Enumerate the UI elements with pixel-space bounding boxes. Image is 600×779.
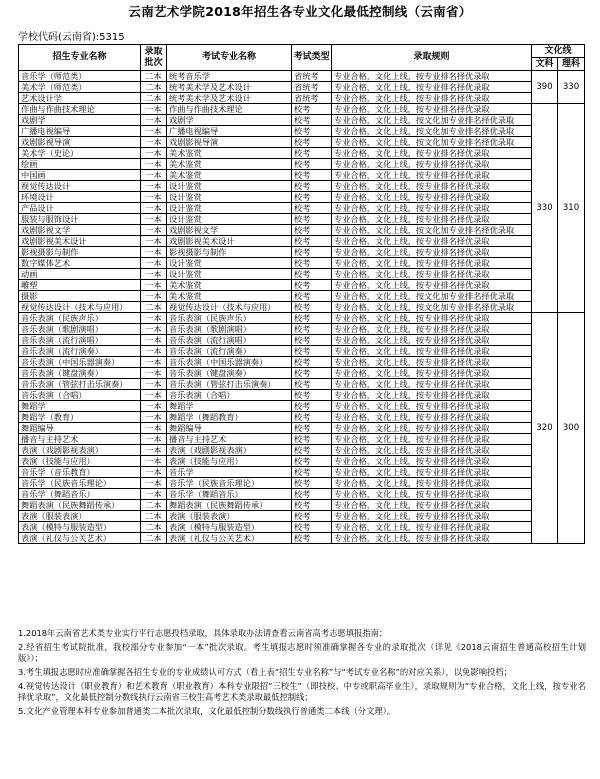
table-row	[19, 126, 585, 137]
exam-type-cell: 校考	[292, 115, 332, 126]
rule-cell: 专业合格，文化上线，按专业排名择优录取	[332, 467, 532, 478]
rule-cell: 专业合格，文化上线，按文化加专业排名择优录取	[332, 137, 532, 148]
exam-major-cell: 音乐表演（流行演唱）	[167, 335, 292, 346]
batch-cell: 一本	[141, 258, 167, 269]
table-row	[19, 159, 585, 170]
table-row	[19, 401, 585, 412]
exam-major-cell: 音乐表演（中国乐器演奏）	[167, 357, 292, 368]
exam-major-cell: 音乐表演（合唱）	[167, 390, 292, 401]
batch-cell: 一本	[141, 379, 167, 390]
header-cutoff: 文化线	[532, 45, 585, 58]
exam-type-cell: 校考	[292, 390, 332, 401]
exam-type-cell: 校考	[292, 456, 332, 467]
major-cell: 音乐学（师范类）	[19, 71, 141, 82]
table-row	[19, 511, 585, 522]
batch-cell: 一本	[141, 368, 167, 379]
exam-type-cell: 校考	[292, 280, 332, 291]
batch-cell: 一本	[141, 390, 167, 401]
batch-cell: 一本	[141, 192, 167, 203]
batch-cell: 一本	[141, 423, 167, 434]
exam-type-cell: 校考	[292, 258, 332, 269]
exam-major-cell: 统考美术学及艺术设计	[167, 93, 292, 104]
exam-major-cell: 美术鉴赏	[167, 291, 292, 302]
major-cell: 戏剧学	[19, 115, 141, 126]
major-cell: 戏剧影视导演	[19, 137, 141, 148]
rule-cell: 专业合格，文化上线，按专业排名择优录取	[332, 379, 532, 390]
exam-major-cell: 广播电视编导	[167, 126, 292, 137]
exam-major-cell: 表演（戏剧影视表演）	[167, 445, 292, 456]
exam-major-cell: 音乐表演（民族声乐）	[167, 313, 292, 324]
rule-cell: 专业合格，文化上线，按专业排名择优录取	[332, 192, 532, 203]
batch-cell: 一本	[141, 357, 167, 368]
major-cell: 美术学（史论）	[19, 148, 141, 159]
major-cell: 舞蹈表演（民族舞蹈传承）	[19, 500, 141, 511]
exam-major-cell: 统考美术学及艺术设计	[167, 82, 292, 93]
major-cell: 视觉传达设计（技术与应用）	[19, 302, 141, 313]
exam-type-cell: 校考	[292, 478, 332, 489]
batch-cell: 一本	[141, 126, 167, 137]
exam-type-cell: 校考	[292, 412, 332, 423]
rule-cell: 专业合格，文化上线，按专业排名择优录取	[332, 170, 532, 181]
major-cell: 舞蹈学	[19, 401, 141, 412]
table-row	[19, 192, 585, 203]
page-title: 云南艺术学院2018年招生各专业文化最低控制线（云南省）	[128, 4, 472, 19]
table-row	[19, 181, 585, 192]
exam-type-cell: 校考	[292, 203, 332, 214]
exam-type-cell: 校考	[292, 236, 332, 247]
table-row	[19, 115, 585, 126]
table-row	[19, 500, 585, 511]
exam-type-cell: 校考	[292, 137, 332, 148]
exam-major-cell: 表演（礼仪与公关艺术）	[167, 533, 292, 544]
exam-major-cell: 设计鉴赏	[167, 192, 292, 203]
batch-cell: 二本	[141, 71, 167, 82]
exam-major-cell: 表演（技能与应用）	[167, 456, 292, 467]
table-row	[19, 71, 585, 82]
exam-major-cell: 舞蹈学	[167, 401, 292, 412]
table-row	[19, 247, 585, 258]
exam-type-cell: 校考	[292, 291, 332, 302]
admission-table	[18, 44, 585, 544]
science-cutoff-cell: 310	[558, 104, 585, 313]
header-arts: 文科	[532, 58, 558, 71]
major-cell: 舞蹈编导	[19, 423, 141, 434]
rule-cell: 专业合格，文化上线，按专业排名择优录取	[332, 412, 532, 423]
table-row	[19, 522, 585, 533]
batch-cell: 一本	[141, 412, 167, 423]
exam-type-cell: 校考	[292, 269, 332, 280]
batch-cell: 一本	[141, 434, 167, 445]
major-cell: 动画	[19, 269, 141, 280]
batch-cell: 一本	[141, 269, 167, 280]
major-cell: 广播电视编导	[19, 126, 141, 137]
exam-type-cell: 校考	[292, 445, 332, 456]
exam-major-cell: 戏剧学	[167, 115, 292, 126]
exam-major-cell: 美术鉴赏	[167, 170, 292, 181]
batch-cell: 一本	[141, 170, 167, 181]
table-row	[19, 335, 585, 346]
exam-type-cell: 校考	[292, 324, 332, 335]
table-row	[19, 390, 585, 401]
major-cell: 表演（技能与应用）	[19, 456, 141, 467]
batch-cell: 二本	[141, 533, 167, 544]
batch-cell: 二本	[141, 93, 167, 104]
exam-type-cell: 校考	[292, 500, 332, 511]
major-cell: 音乐表演（键盘演奏）	[19, 368, 141, 379]
batch-cell: 一本	[141, 467, 167, 478]
batch-cell: 一本	[141, 247, 167, 258]
batch-cell: 二本	[141, 522, 167, 533]
exam-major-cell: 音乐表演（管弦打击乐演奏）	[167, 379, 292, 390]
exam-major-cell: 影视摄影与制作	[167, 247, 292, 258]
exam-type-cell: 校考	[292, 511, 332, 522]
exam-major-cell: 音乐表演（键盘演奏）	[167, 368, 292, 379]
major-cell: 音乐表演（流行演唱）	[19, 335, 141, 346]
batch-cell: 一本	[141, 181, 167, 192]
exam-major-cell: 表演（模特与服装造型）	[167, 522, 292, 533]
table-body	[19, 71, 585, 544]
table-row	[19, 82, 585, 93]
exam-major-cell: 音乐表演（流行演奏）	[167, 346, 292, 357]
table-row	[19, 489, 585, 500]
table-row	[19, 291, 585, 302]
batch-cell: 一本	[141, 214, 167, 225]
rule-cell: 专业合格，文化上线，按专业排名择优录取	[332, 478, 532, 489]
exam-major-cell: 音乐表演（歌剧演唱）	[167, 324, 292, 335]
exam-type-cell: 省统考	[292, 71, 332, 82]
batch-cell: 一本	[141, 335, 167, 346]
header-exam-major: 考试专业名称	[167, 45, 292, 71]
exam-major-cell: 表演（服装表演）	[167, 511, 292, 522]
notes	[18, 628, 586, 720]
rule-cell: 专业合格，文化上线，按专业排名择优录取	[332, 247, 532, 258]
major-cell: 美术学（师范类）	[19, 82, 141, 93]
table-row	[19, 423, 585, 434]
major-cell: 表演（模特与服装造型）	[19, 522, 141, 533]
table-row	[19, 445, 585, 456]
rule-cell: 专业合格，文化上线，按专业排名择优录取	[332, 93, 532, 104]
batch-cell: 二本	[141, 500, 167, 511]
exam-type-cell: 校考	[292, 313, 332, 324]
table-row	[19, 104, 585, 115]
batch-cell: 一本	[141, 280, 167, 291]
table-row	[19, 478, 585, 489]
batch-cell: 二本	[141, 511, 167, 522]
arts-cutoff-cell: 330	[532, 104, 558, 313]
table-row	[19, 434, 585, 445]
batch-cell: 一本	[141, 346, 167, 357]
exam-type-cell: 校考	[292, 401, 332, 412]
major-cell: 视觉传达设计	[19, 181, 141, 192]
exam-type-cell: 校考	[292, 434, 332, 445]
major-cell: 音乐表演（管弦打击乐演奏）	[19, 379, 141, 390]
rule-cell: 专业合格，文化上线，按专业排名择优录取	[332, 401, 532, 412]
exam-major-cell: 美术鉴赏	[167, 280, 292, 291]
batch-cell: 一本	[141, 489, 167, 500]
major-cell: 摄影	[19, 291, 141, 302]
table-row	[19, 170, 585, 181]
major-cell: 表演（礼仪与公关艺术）	[19, 533, 141, 544]
exam-major-cell: 音乐学（舞蹈音乐）	[167, 489, 292, 500]
science-cutoff-cell: 300	[558, 313, 585, 544]
exam-type-cell: 校考	[292, 225, 332, 236]
batch-cell: 一本	[141, 313, 167, 324]
header-science: 理科	[558, 58, 585, 71]
exam-major-cell: 舞蹈表演（民族舞蹈传承）	[167, 500, 292, 511]
major-cell: 音乐表演（合唱）	[19, 390, 141, 401]
rule-cell: 专业合格，文化上线，按文化加专业排名择优录取	[332, 126, 532, 137]
arts-cutoff-cell: 390	[532, 71, 558, 104]
table-row	[19, 324, 585, 335]
rule-cell: 专业合格，文化上线，按专业排名择优录取	[332, 390, 532, 401]
major-cell: 音乐学（音乐教育）	[19, 467, 141, 478]
table-row	[19, 346, 585, 357]
rule-cell: 专业合格，文化上线，按专业排名择优录取	[332, 159, 532, 170]
major-cell: 影视摄影与制作	[19, 247, 141, 258]
exam-type-cell: 校考	[292, 159, 332, 170]
exam-major-cell: 音乐学（民族音乐理论）	[167, 478, 292, 489]
exam-major-cell: 设计鉴赏	[167, 258, 292, 269]
rule-cell: 专业合格，文化上线，按专业排名择优录取	[332, 280, 532, 291]
rule-cell: 专业合格，文化上线，按专业排名择优录取	[332, 104, 532, 115]
rule-cell: 专业合格，文化上线，按专业排名择优录取	[332, 533, 532, 544]
batch-cell: 一本	[141, 225, 167, 236]
rule-cell: 专业合格，文化上线，按专业排名择优录取	[332, 357, 532, 368]
rule-cell: 专业合格，文化上线，按专业排名择优录取	[332, 236, 532, 247]
rule-cell: 专业合格，文化上线，按专业排名择优录取	[332, 71, 532, 82]
rule-cell: 专业合格，文化上线，按专业排名择优录取	[332, 500, 532, 511]
exam-type-cell: 校考	[292, 181, 332, 192]
exam-major-cell: 戏剧影视美术设计	[167, 236, 292, 247]
batch-cell: 一本	[141, 401, 167, 412]
exam-type-cell: 校考	[292, 346, 332, 357]
major-cell: 音乐学（舞蹈音乐）	[19, 489, 141, 500]
rule-cell: 专业合格，文化上线，按专业排名择优录取	[332, 214, 532, 225]
batch-cell: 一本	[141, 159, 167, 170]
table-row	[19, 379, 585, 390]
exam-type-cell: 省统考	[292, 82, 332, 93]
table-row	[19, 137, 585, 148]
batch-cell: 一本	[141, 104, 167, 115]
header-rule: 录取规则	[332, 45, 532, 71]
exam-type-cell: 校考	[292, 368, 332, 379]
rule-cell: 专业合格，文化上线，按专业排名择优录取	[332, 269, 532, 280]
major-cell: 戏剧影视文学	[19, 225, 141, 236]
batch-cell: 一本	[141, 148, 167, 159]
exam-type-cell: 校考	[292, 467, 332, 478]
rule-cell: 专业合格，文化上线，按文化加专业排名择优录取	[332, 302, 532, 313]
rule-cell: 专业合格，文化上线，按专业排名择优录取	[332, 258, 532, 269]
exam-major-cell: 设计鉴赏	[167, 269, 292, 280]
exam-major-cell: 美术鉴赏	[167, 148, 292, 159]
rule-cell: 专业合格，文化上线，按专业排名择优录取	[332, 346, 532, 357]
header-batch: 录取批次	[141, 45, 167, 71]
rule-cell: 专业合格，文化上线，按专业排名择优录取	[332, 489, 532, 500]
exam-type-cell: 校考	[292, 522, 332, 533]
major-cell: 音乐表演（民族声乐）	[19, 313, 141, 324]
exam-type-cell: 校考	[292, 214, 332, 225]
table-row	[19, 302, 585, 313]
table-row	[19, 533, 585, 544]
exam-type-cell: 校考	[292, 302, 332, 313]
exam-major-cell: 播音与主持艺术	[167, 434, 292, 445]
major-cell: 艺术设计学	[19, 93, 141, 104]
exam-type-cell: 校考	[292, 423, 332, 434]
rule-cell: 专业合格，文化上线，按专业排名择优录取	[332, 82, 532, 93]
rule-cell: 专业合格，文化上线，按专业排名择优录取	[332, 423, 532, 434]
batch-cell: 二本	[141, 302, 167, 313]
rule-cell: 专业合格，文化上线，按专业排名择优录取	[332, 434, 532, 445]
batch-cell: 一本	[141, 203, 167, 214]
exam-type-cell: 校考	[292, 170, 332, 181]
exam-major-cell: 统考音乐学	[167, 71, 292, 82]
exam-type-cell: 校考	[292, 489, 332, 500]
major-cell: 播音与主持艺术	[19, 434, 141, 445]
exam-type-cell: 校考	[292, 379, 332, 390]
batch-cell: 一本	[141, 456, 167, 467]
major-cell: 产品设计	[19, 203, 141, 214]
batch-cell: 一本	[141, 236, 167, 247]
exam-major-cell: 戏剧影视文学	[167, 225, 292, 236]
major-cell: 表演（戏剧影视表演）	[19, 445, 141, 456]
major-cell: 数字媒体艺术	[19, 258, 141, 269]
table-row	[19, 93, 585, 104]
table-row	[19, 368, 585, 379]
batch-cell: 一本	[141, 324, 167, 335]
major-cell: 音乐学（民族音乐理论）	[19, 478, 141, 489]
note-4: 4.视觉传达设计（职业教育）和艺术教育（职业教育）本科专业限招“三校生”（即技校、中专或职高毕业生），录取规则为“专业合格，文化上线，按专业名择优录取”，文化最低控制分数线执行云南省三校生高考艺术类录取最低控制线；	[18, 681, 586, 702]
table-row	[19, 258, 585, 269]
exam-major-cell: 设计鉴赏	[167, 181, 292, 192]
major-cell: 戏剧影视美术设计	[19, 236, 141, 247]
exam-type-cell: 校考	[292, 104, 332, 115]
rule-cell: 专业合格，文化上线，按专业排名择优录取	[332, 522, 532, 533]
exam-major-cell: 音乐学	[167, 467, 292, 478]
table-row	[19, 280, 585, 291]
table-row	[19, 467, 585, 478]
major-cell: 雕塑	[19, 280, 141, 291]
major-cell: 音乐表演（流行演奏）	[19, 346, 141, 357]
major-cell: 舞蹈学（教育）	[19, 412, 141, 423]
major-cell: 中国画	[19, 170, 141, 181]
batch-cell: 二本	[141, 82, 167, 93]
exam-major-cell: 舞蹈编导	[167, 423, 292, 434]
exam-type-cell: 校考	[292, 192, 332, 203]
table-row	[19, 225, 585, 236]
major-cell: 音乐表演（歌剧演唱）	[19, 324, 141, 335]
exam-type-cell: 校考	[292, 357, 332, 368]
note-5: 5.文化产业管理本科专业参加普通类二本批次录取，文化最低控制分数线执行普通类二本线（分文理）。	[18, 706, 396, 716]
table-row	[19, 357, 585, 368]
major-cell: 环境设计	[19, 192, 141, 203]
exam-type-cell: 省统考	[292, 93, 332, 104]
rule-cell: 专业合格，文化上线，按专业排名择优录取	[332, 203, 532, 214]
major-cell: 绘画	[19, 159, 141, 170]
table-row	[19, 269, 585, 280]
exam-type-cell: 校考	[292, 126, 332, 137]
arts-cutoff-cell: 320	[532, 313, 558, 544]
header-major: 招生专业名称	[19, 45, 141, 71]
table-row	[19, 214, 585, 225]
batch-cell: 一本	[141, 478, 167, 489]
exam-major-cell: 设计鉴赏	[167, 214, 292, 225]
exam-major-cell: 美术鉴赏	[167, 159, 292, 170]
exam-major-cell: 戏剧影视导演	[167, 137, 292, 148]
rule-cell: 专业合格，文化上线，按文化加专业排名择优录取	[332, 291, 532, 302]
exam-type-cell: 校考	[292, 335, 332, 346]
rule-cell: 专业合格，文化上线，按专业排名择优录取	[332, 456, 532, 467]
note-3: 3.考生填报志愿时应准确掌握各招生专业的专业成绩认可方式（看上表“招生专业名称”与“考试专业名称”的对应关系），以免影响投档；	[18, 667, 512, 677]
exam-major-cell: 作曲与作曲技术理论	[167, 104, 292, 115]
rule-cell: 专业合格，文化上线，按专业排名择优录取	[332, 445, 532, 456]
table-row	[19, 456, 585, 467]
exam-type-cell: 校考	[292, 247, 332, 258]
rule-cell: 专业合格，文化上线，按专业排名择优录取	[332, 313, 532, 324]
rule-cell: 专业合格，文化上线，按专业排名择优录取	[332, 368, 532, 379]
major-cell: 音乐表演（中国乐器演奏）	[19, 357, 141, 368]
rule-cell: 专业合格，文化上线，按文化加专业排名择优录取	[332, 225, 532, 236]
science-cutoff-cell: 330	[558, 71, 585, 104]
table-row	[19, 412, 585, 423]
rule-cell: 专业合格，文化上线，按专业排名择优录取	[332, 335, 532, 346]
exam-major-cell: 设计鉴赏	[167, 203, 292, 214]
major-cell: 作曲与作曲技术理论	[19, 104, 141, 115]
batch-cell: 一本	[141, 137, 167, 148]
rule-cell: 专业合格，文化上线，按专业排名择优录取	[332, 148, 532, 159]
major-cell: 表演（服装表演）	[19, 511, 141, 522]
table-row	[19, 236, 585, 247]
note-2: 2.经省招生考试院批准，我校部分专业参加“一本”批次录取。考生填报志愿时须准确掌握各专业的录取批次（详见《2018云南招生普通高校招生计划版》）；	[18, 642, 586, 663]
exam-major-cell: 舞蹈学（舞蹈教育）	[167, 412, 292, 423]
rule-cell: 专业合格，文化上线，按专业排名择优录取	[332, 181, 532, 192]
header-exam-type: 考试类型	[292, 45, 332, 71]
major-cell: 服装与服饰设计	[19, 214, 141, 225]
table-row	[19, 313, 585, 324]
note-1: 1.2018年云南省艺术类专业实行平行志愿投档录取，具体录取办法请查看云南省高考志愿填报指南；	[18, 628, 388, 638]
batch-cell: 一本	[141, 445, 167, 456]
exam-type-cell: 校考	[292, 148, 332, 159]
rule-cell: 专业合格，文化上线，按专业排名择优录取	[332, 324, 532, 335]
school-code: 学校代码(云南省):5315	[18, 32, 125, 43]
table-row	[19, 148, 585, 159]
exam-major-cell: 视觉传达设计（技术与应用）	[167, 302, 292, 313]
exam-type-cell: 校考	[292, 533, 332, 544]
batch-cell: 一本	[141, 115, 167, 126]
table-row	[19, 203, 585, 214]
rule-cell: 专业合格，文化上线，按文化加专业排名择优录取	[332, 115, 532, 126]
rule-cell: 专业合格，文化上线，按专业排名择优录取	[332, 511, 532, 522]
batch-cell: 一本	[141, 291, 167, 302]
